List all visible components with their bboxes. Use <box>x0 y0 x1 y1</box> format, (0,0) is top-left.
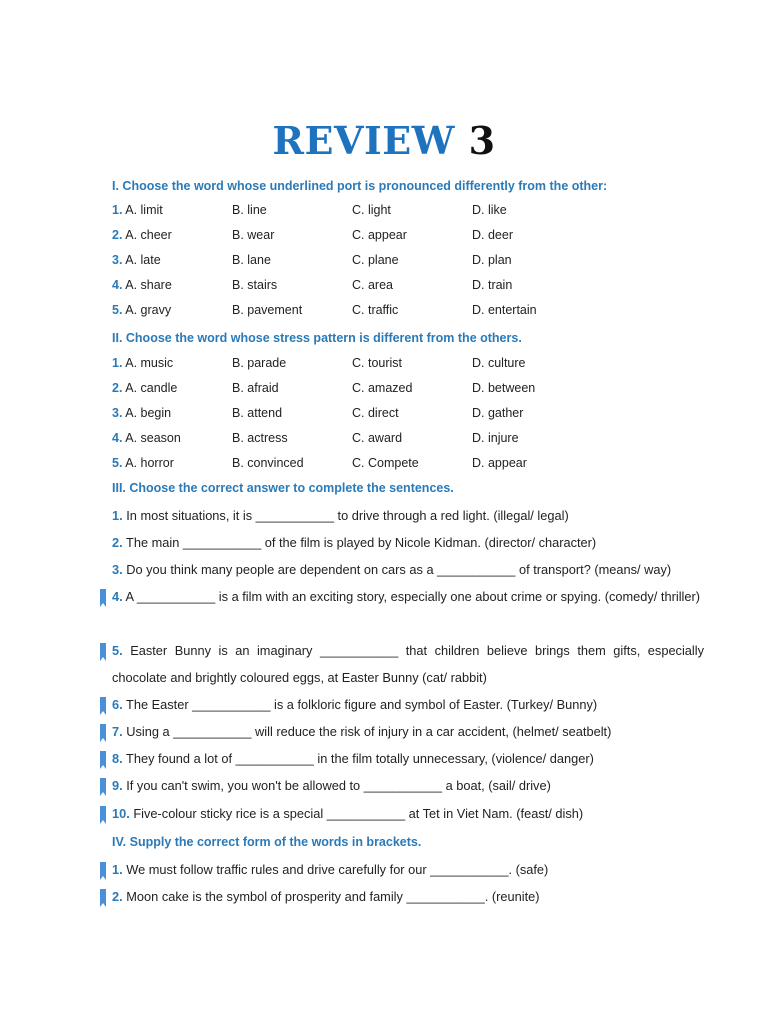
sentence-text: Moon cake is the symbol of prosperity and family ___________. (reunite) <box>126 889 540 904</box>
sentence-text: The main ___________ of the film is played by Nicole Kidman. (director/ character) <box>126 535 597 550</box>
bookmark-icon <box>100 751 106 765</box>
option-a: A. late <box>125 253 161 267</box>
question-number: 1. <box>112 203 123 217</box>
s3-item-9 <box>112 772 704 799</box>
option-b: B. afraid <box>232 381 279 395</box>
section-3-heading: III. Choose the correct answer to complete the sentences. <box>112 481 454 495</box>
option-a: A. limit <box>125 203 163 217</box>
s2-row-1 <box>112 356 672 374</box>
option-d: D. deer <box>472 228 513 242</box>
s3-item-7 <box>112 718 704 745</box>
option-b: B. line <box>232 203 267 217</box>
question-number: 8. <box>112 751 123 766</box>
option-d: D. injure <box>472 431 519 445</box>
s4-item-2 <box>112 883 704 910</box>
question-number: 9. <box>112 778 123 793</box>
question-number: 1. <box>112 862 123 877</box>
s3-item-10 <box>112 800 704 827</box>
option-b: B. actress <box>232 431 288 445</box>
question-number: 6. <box>112 697 123 712</box>
s3-item-3 <box>112 556 704 583</box>
s3-item-1 <box>112 502 704 529</box>
sentence-text: In most situations, it is ___________ to drive through a red light. (illegal/ legal) <box>126 508 569 523</box>
option-d: D. gather <box>472 406 524 420</box>
option-d: D. like <box>472 203 507 217</box>
option-c: C. Compete <box>352 456 419 470</box>
sentence-text: If you can't swim, you won't be allowed to ___________ a boat, (sail/ drive) <box>126 778 551 793</box>
option-c: C. direct <box>352 406 399 420</box>
question-number: 3. <box>112 253 123 267</box>
question-number: 5. <box>112 643 123 658</box>
bookmark-icon <box>100 806 106 820</box>
bookmark-icon <box>100 862 106 876</box>
option-d: D. culture <box>472 356 526 370</box>
option-b: B. pavement <box>232 303 303 317</box>
s1-row-1 <box>112 203 672 221</box>
option-c: C. traffic <box>352 303 399 317</box>
s1-row-2 <box>112 228 672 246</box>
s3-item-4 <box>112 583 704 610</box>
option-c: C. area <box>352 278 393 292</box>
question-number: 3. <box>112 562 123 577</box>
option-d: D. plan <box>472 253 512 267</box>
question-number: 2. <box>112 535 123 550</box>
option-c: C. plane <box>352 253 399 267</box>
s2-row-3 <box>112 406 672 424</box>
option-c: C. amazed <box>352 381 413 395</box>
option-c: C. tourist <box>352 356 403 370</box>
option-b: B. attend <box>232 406 283 420</box>
option-b: B. stairs <box>232 278 278 292</box>
option-c: C. appear <box>352 228 407 242</box>
s2-row-4 <box>112 431 672 449</box>
title-word: REVIEW <box>272 118 455 163</box>
s4-item-1 <box>112 856 704 883</box>
sentence-text: Five-colour sticky rice is a special ___________ at Tet in Viet Nam. (feast/ dish) <box>133 806 584 821</box>
sentence-text: The Easter ___________ is a folkloric figure and symbol of Easter. (Turkey/ Bunny) <box>126 697 598 712</box>
bookmark-icon <box>100 889 106 903</box>
option-d: D. entertain <box>472 303 537 317</box>
section-4-heading: IV. Supply the correct form of the words in brackets. <box>112 835 422 849</box>
bookmark-icon <box>100 697 106 711</box>
question-number: 5. <box>112 456 123 470</box>
option-b: B. lane <box>232 253 271 267</box>
question-number: 4. <box>112 278 123 292</box>
question-number: 1. <box>112 508 123 523</box>
section-1-heading: I. Choose the word whose underlined port is pronounced differently from the other: <box>112 179 608 193</box>
option-d: D. train <box>472 278 513 292</box>
bookmark-icon <box>100 643 106 657</box>
s3-item-8 <box>112 745 704 772</box>
sentence-text: Using a ___________ will reduce the risk of injury in a car accident, (helmet/ seatbelt) <box>126 724 612 739</box>
question-number: 2. <box>112 381 123 395</box>
option-b: B. convinced <box>232 456 304 470</box>
question-number: 10. <box>112 806 130 821</box>
sentence-text: They found a lot of ___________ in the film totally unnecessary, (violence/ danger) <box>126 751 594 766</box>
question-number: 1. <box>112 356 123 370</box>
bookmark-icon <box>100 778 106 792</box>
s1-row-5 <box>112 303 672 321</box>
question-number: 5. <box>112 303 123 317</box>
bookmark-icon <box>100 724 106 738</box>
question-number: 3. <box>112 406 123 420</box>
option-a: A. begin <box>125 406 172 420</box>
option-a: A. share <box>125 278 172 292</box>
question-number: 2. <box>112 228 123 242</box>
option-a: A. season <box>125 431 181 445</box>
sentence-text: Do you think many people are dependent on cars as a ___________ of transport? (means/ way) <box>126 562 672 577</box>
option-a: A. cheer <box>125 228 172 242</box>
sentence-text: We must follow traffic rules and drive carefully for our ___________. (safe) <box>126 862 549 877</box>
option-d: D. between <box>472 381 536 395</box>
question-number: 7. <box>112 724 123 739</box>
s2-row-2 <box>112 381 672 399</box>
page-title <box>0 118 768 163</box>
option-a: A. candle <box>125 381 178 395</box>
title-number: 3 <box>468 118 496 163</box>
option-a: A. music <box>125 356 174 370</box>
s1-row-3 <box>112 253 672 271</box>
section-2-heading: II. Choose the word whose stress pattern is different from the others. <box>112 331 522 345</box>
option-c: C. award <box>352 431 403 445</box>
option-c: C. light <box>352 203 391 217</box>
sentence-text: A ___________ is a film with an exciting story, especially one about crime or spying. (comedy/ thriller) <box>125 589 701 604</box>
sentence-text: Easter Bunny is an imaginary ___________ that children believe brings them gifts, especially chocolate and brightly coloured eggs, at Easter Bunny (cat/ rabbit) <box>112 643 705 685</box>
question-number: 2. <box>112 889 123 904</box>
s3-item-2 <box>112 529 704 556</box>
option-d: D. appear <box>472 456 527 470</box>
s1-row-4 <box>112 278 672 296</box>
bookmark-icon <box>100 589 106 603</box>
option-b: B. parade <box>232 356 287 370</box>
option-a: A. horror <box>125 456 174 470</box>
s3-item-6 <box>112 691 704 718</box>
s3-item-5 <box>112 637 704 691</box>
option-b: B. wear <box>232 228 275 242</box>
option-a: A. gravy <box>125 303 172 317</box>
question-number: 4. <box>112 589 123 604</box>
question-number: 4. <box>112 431 123 445</box>
s2-row-5 <box>112 456 672 474</box>
